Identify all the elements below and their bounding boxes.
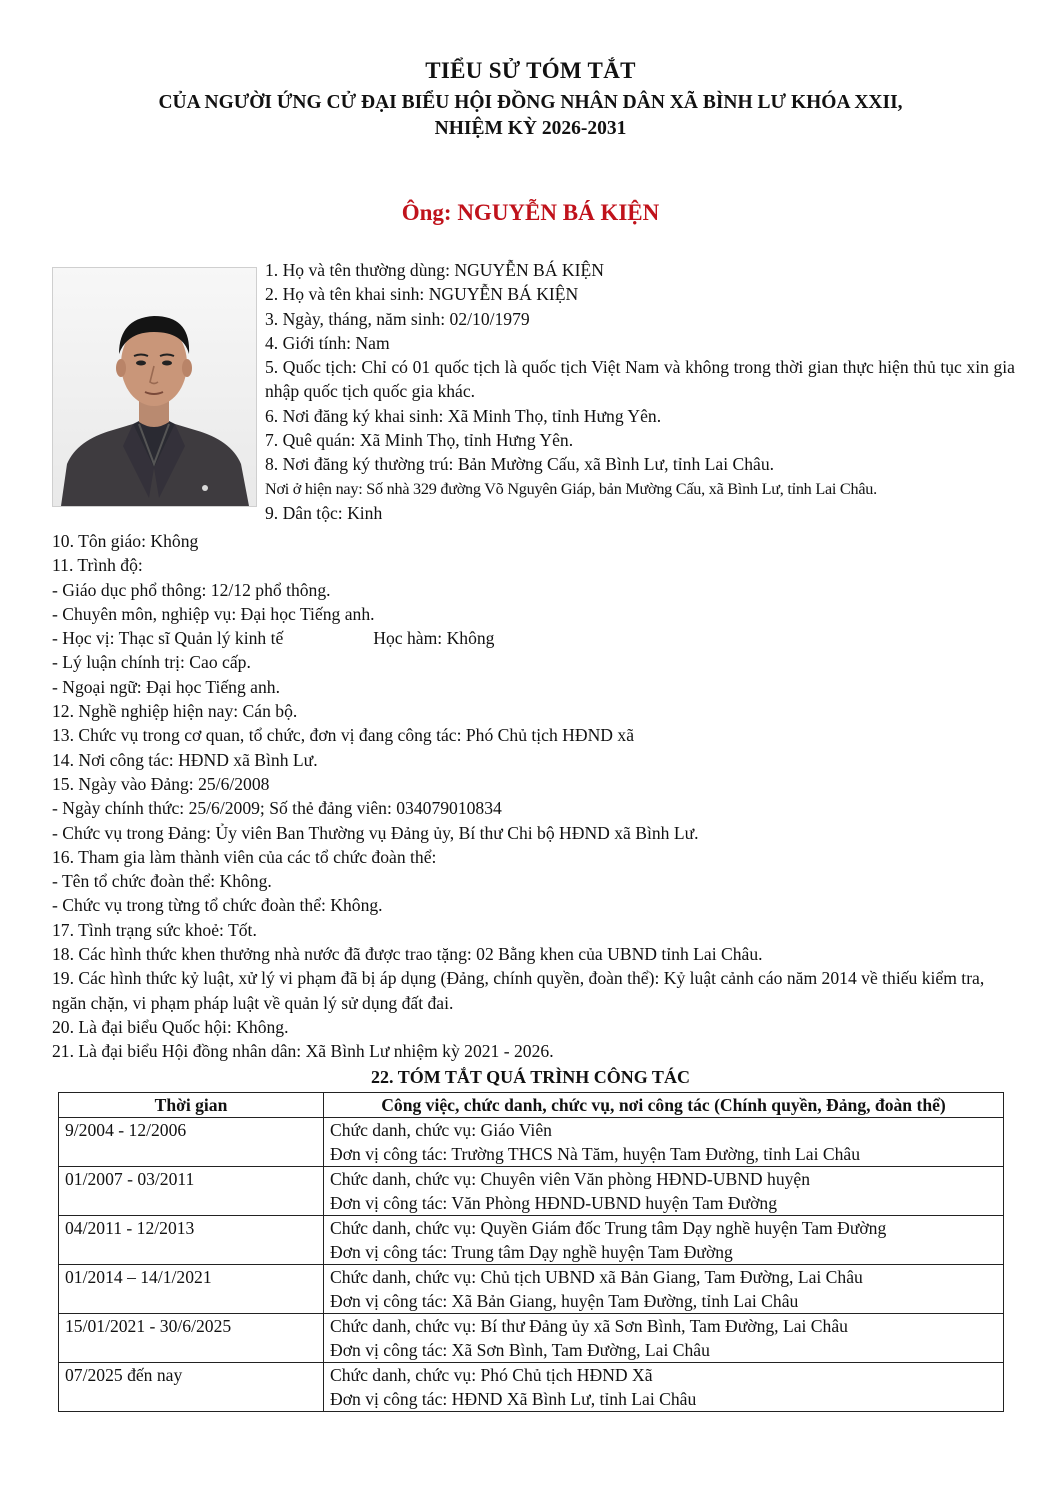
career-title: Chức danh, chức vụ: Bí thư Đảng ủy xã Sơn Bình, Tam Đường, Lai Châu xyxy=(330,1316,848,1336)
detail-occupation: 12. Nghề nghiệp hiện nay: Cán bộ. xyxy=(52,701,298,722)
table-row xyxy=(59,1118,1004,1167)
career-time: 01/2007 - 03/2011 xyxy=(59,1167,324,1216)
detail-academic-title: Học hàm: Không xyxy=(373,628,495,649)
career-description xyxy=(324,1118,1004,1167)
info-nationality: 5. Quốc tịch: Chỉ có 01 quốc tịch là quốc tịch Việt Nam và không trong thời gian thực hiện thủ tục xin gia nhập quốc tịch quốc gia khác. xyxy=(265,357,1015,402)
detail-position: 13. Chức vụ trong cơ quan, tổ chức, đơn vị đang công tác: Phó Chủ tịch HĐND xã xyxy=(52,725,635,746)
info-birth-name: 2. Họ và tên khai sinh: NGUYỄN BÁ KIỆN xyxy=(265,284,579,305)
candidate-portrait-photo xyxy=(52,267,257,507)
detail-religion: 10. Tôn giáo: Không xyxy=(52,531,199,551)
document-subtitle xyxy=(0,90,1061,142)
info-birth-registration: 6. Nơi đăng ký khai sinh: Xã Minh Thọ, tỉnh Hưng Yên. xyxy=(265,405,662,426)
table-row xyxy=(59,1167,1004,1216)
detail-discipline: 19. Các hình thức kỷ luật, xử lý vi phạm đã bị áp dụng (Đảng, chính quyền, đoàn thể): Kỷ luật cảnh cáo năm 2014 về thiếu kiểm tra, ngăn chặn, vi phạm pháp luật về quản lý sử dụng đất đai. xyxy=(52,968,985,1013)
detail-mass-org-position: - Chức vụ trong từng tổ chức đoàn thể: Không. xyxy=(52,895,383,916)
detail-health: 17. Tình trạng sức khoẻ: Tốt. xyxy=(52,919,257,940)
career-description xyxy=(324,1265,1004,1314)
subtitle-line-1: CỦA NGƯỜI ỨNG CỬ ĐẠI BIỂU HỘI ĐỒNG NHÂN DÂN XÃ BÌNH LƯ KHÓA XXII, xyxy=(158,92,903,113)
detail-mass-org-heading: 16. Tham gia làm thành viên của các tổ chức đoàn thể: xyxy=(52,846,437,867)
detail-party-join-date: 15. Ngày vào Đảng: 25/6/2008 xyxy=(52,773,270,794)
career-title: Chức danh, chức vụ: Giáo Viên xyxy=(330,1120,552,1140)
info-birth-date: 3. Ngày, tháng, năm sinh: 02/10/1979 xyxy=(265,308,530,329)
column-header-time: Thời gian xyxy=(59,1093,324,1118)
career-time: 9/2004 - 12/2006 xyxy=(59,1118,324,1167)
detail-specialty: - Chuyên môn, nghiệp vụ: Đại học Tiếng anh. xyxy=(52,603,375,624)
career-unit: Đơn vị công tác: Xã Sơn Bình, Tam Đường, Lai Châu xyxy=(330,1340,710,1360)
detail-council-deputy: 21. Là đại biểu Hội đồng nhân dân: Xã Bình Lư nhiệm kỳ 2021 - 2026. xyxy=(52,1041,554,1062)
info-permanent-residence: 8. Nơi đăng ký thường trú: Bản Mường Cấu, xã Bình Lư, tỉnh Lai Châu. xyxy=(265,454,775,475)
detail-na-deputy: 20. Là đại biểu Quốc hội: Không. xyxy=(52,1016,289,1037)
detail-political-theory: - Lý luận chính trị: Cao cấp. xyxy=(52,652,251,673)
career-title: Chức danh, chức vụ: Phó Chủ tịch HĐND Xã xyxy=(330,1365,653,1385)
detail-foreign-language: - Ngoại ngữ: Đại học Tiếng anh. xyxy=(52,676,280,697)
career-table xyxy=(58,1092,1004,1412)
detail-workplace: 14. Nơi công tác: HĐND xã Bình Lư. xyxy=(52,749,318,770)
column-header-job: Công việc, chức danh, chức vụ, nơi công tác (Chính quyền, Đảng, đoàn thể) xyxy=(324,1093,1004,1118)
career-heading: 22. TÓM TẮT QUÁ TRÌNH CÔNG TÁC xyxy=(371,1067,690,1087)
career-time: 04/2011 - 12/2013 xyxy=(59,1216,324,1265)
info-hometown: 7. Quê quán: Xã Minh Thọ, tỉnh Hưng Yên. xyxy=(265,430,574,451)
details-section xyxy=(52,529,1014,1064)
info-ethnicity: 9. Dân tộc: Kinh xyxy=(265,502,383,523)
info-common-name: 1. Họ và tên thường dùng: NGUYỄN BÁ KIỆN xyxy=(265,260,604,280)
personal-info-section xyxy=(265,258,1015,525)
career-time: 15/01/2021 - 30/6/2025 xyxy=(59,1314,324,1363)
subtitle-line-2: NHIỆM KỲ 2026-2031 xyxy=(434,118,627,139)
table-row xyxy=(59,1265,1004,1314)
detail-mass-org-name: - Tên tổ chức đoàn thể: Không. xyxy=(52,871,272,892)
career-title: Chức danh, chức vụ: Quyền Giám đốc Trung tâm Dạy nghề huyện Tam Đường xyxy=(330,1218,887,1238)
detail-education-heading: 11. Trình độ: xyxy=(52,555,143,576)
detail-party-position: - Chức vụ trong Đảng: Ủy viên Ban Thường vụ Đảng ủy, Bí thư Chi bộ HĐND xã Bình Lư. xyxy=(52,822,699,843)
career-description xyxy=(324,1167,1004,1216)
career-description xyxy=(324,1314,1004,1363)
candidate-name: Ông: NGUYỄN BÁ KIỆN xyxy=(401,200,660,225)
table-row xyxy=(59,1363,1004,1412)
career-time: 01/2014 – 14/1/2021 xyxy=(59,1265,324,1314)
career-unit: Đơn vị công tác: Trung tâm Dạy nghề huyện Tam Đường xyxy=(330,1242,733,1262)
career-title: Chức danh, chức vụ: Chủ tịch UBND xã Bản Giang, Tam Đường, Lai Châu xyxy=(330,1267,863,1287)
career-unit: Đơn vị công tác: Trường THCS Nà Tăm, huyện Tam Đường, tỉnh Lai Châu xyxy=(330,1144,861,1164)
table-row xyxy=(59,1314,1004,1363)
info-current-residence: Nơi ở hiện nay: Số nhà 329 đường Võ Nguyên Giáp, bản Mường Cấu, xã Bình Lư, tỉnh Lai Châu. xyxy=(265,479,877,498)
info-gender: 4. Giới tính: Nam xyxy=(265,332,390,353)
career-time: 07/2025 đến nay xyxy=(59,1363,324,1412)
career-unit: Đơn vị công tác: HĐND Xã Bình Lư, tỉnh Lai Châu xyxy=(330,1389,697,1409)
document-title: TIỂU SỬ TÓM TẮT xyxy=(425,58,636,83)
detail-degree-row xyxy=(52,626,1014,650)
detail-awards: 18. Các hình thức khen thưởng nhà nước đã được trao tặng: 02 Bằng khen của UBND tỉnh Lai Châu. xyxy=(52,944,763,965)
career-unit: Đơn vị công tác: Văn Phòng HĐND-UBND huyện Tam Đường xyxy=(330,1193,777,1213)
career-description xyxy=(324,1363,1004,1412)
career-unit: Đơn vị công tác: Xã Bản Giang, huyện Tam Đường, tỉnh Lai Châu xyxy=(330,1291,799,1311)
detail-degree: - Học vị: Thạc sĩ Quản lý kinh tế xyxy=(52,628,284,649)
career-title: Chức danh, chức vụ: Chuyên viên Văn phòng HĐND-UBND huyện xyxy=(330,1169,811,1189)
career-table-header xyxy=(59,1093,1004,1118)
career-description xyxy=(324,1216,1004,1265)
detail-party-official: - Ngày chính thức: 25/6/2009; Số thẻ đảng viên: 034079010834 xyxy=(52,798,502,819)
detail-general-education: - Giáo dục phổ thông: 12/12 phổ thông. xyxy=(52,579,331,600)
table-row xyxy=(59,1216,1004,1265)
